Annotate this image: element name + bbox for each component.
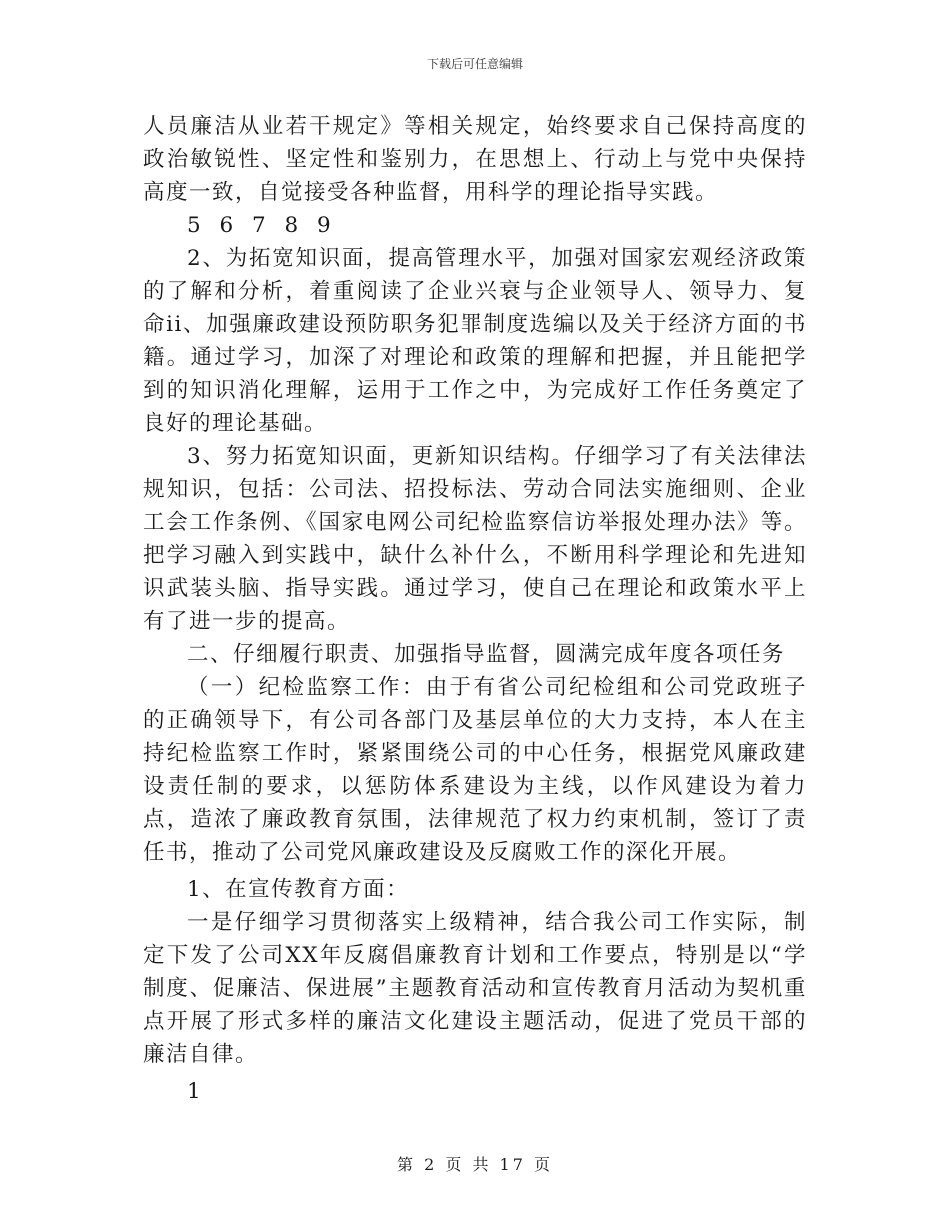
paragraph-item-2: 2、为拓宽知识面，提高管理水平，加强对国家宏观经济政策的了解和分析，着重阅读了企业兴衰与企业领导人、领导力、复命ii、加强廉政建设预防职务犯罪制度选编以及关于经济方面的书籍。通过学习，加深了对理论和政策的理解和把握，并且能把学到的知识消化理解，运用于工作之中，为完成好工作任务奠定了良好的理论基础。 (143, 246, 807, 436)
subheading-propaganda: 1、在宣传教育方面： (187, 877, 410, 902)
section-heading: 二、仔细履行职责、加强指导监督，圆满完成年度各项任务 (187, 642, 786, 667)
page-number-text: 第 2 页 共 17 页 (397, 1155, 553, 1174)
document-body (143, 110, 807, 1108)
paragraph-continuation: 人员廉洁从业若干规定》等相关规定，始终要求自己保持高度的政治敏锐性、坚定性和鉴别力，在思想上、行动上与党中央保持高度一致，自觉接受各种监督，用科学的理论指导实践。 (143, 114, 807, 205)
trailing-number: 1 (187, 1079, 203, 1104)
page-number (0, 1152, 950, 1175)
number-line: 5 6 7 8 9 (187, 213, 337, 238)
header-note: 下载后可任意编辑 (426, 57, 523, 71)
paragraph-first-point: 一是仔细学习贯彻落实上级精神，结合我公司工作实际，制定下发了公司XX年反腐倡廉教育计划和工作要点，特别是以“学制度、促廉洁、保进展”主题教育活动和宣传教育月活动为契机重点开展了形式多样的廉洁文化建设主题活动，促进了党员干部的廉洁自律。 (143, 910, 807, 1067)
paragraph-item-3: 3、努力拓宽知识面，更新知识结构。仔细学习了有关法律法规知识，包括：公司法、招投标法、劳动合同法实施细则、企业工会工作条例、《国家电网公司纪检监察信访举报处理办法》等。把学习融入到实践中，缺什么补什么，不断用科学理论和先进知识武装头脑、指导实践。通过学习，使自己在理论和政策水平上有了进一步的提高。 (143, 444, 807, 634)
subsection-paragraph: （一）纪检监察工作：由于有省公司纪检组和公司党政班子的正确领导下，有公司各部门及基层单位的大力支持，本人在主持纪检监察工作时，紧紧围绕公司的中心任务，根据党风廉政建设责任制的要求，以惩防体系建设为主线，以作风建设为着力点，造浓了廉政教育氛围，法律规范了权力约束机制，签订了责任书，推动了公司党风廉政建设及反腐败工作的深化开展。 (143, 675, 807, 865)
